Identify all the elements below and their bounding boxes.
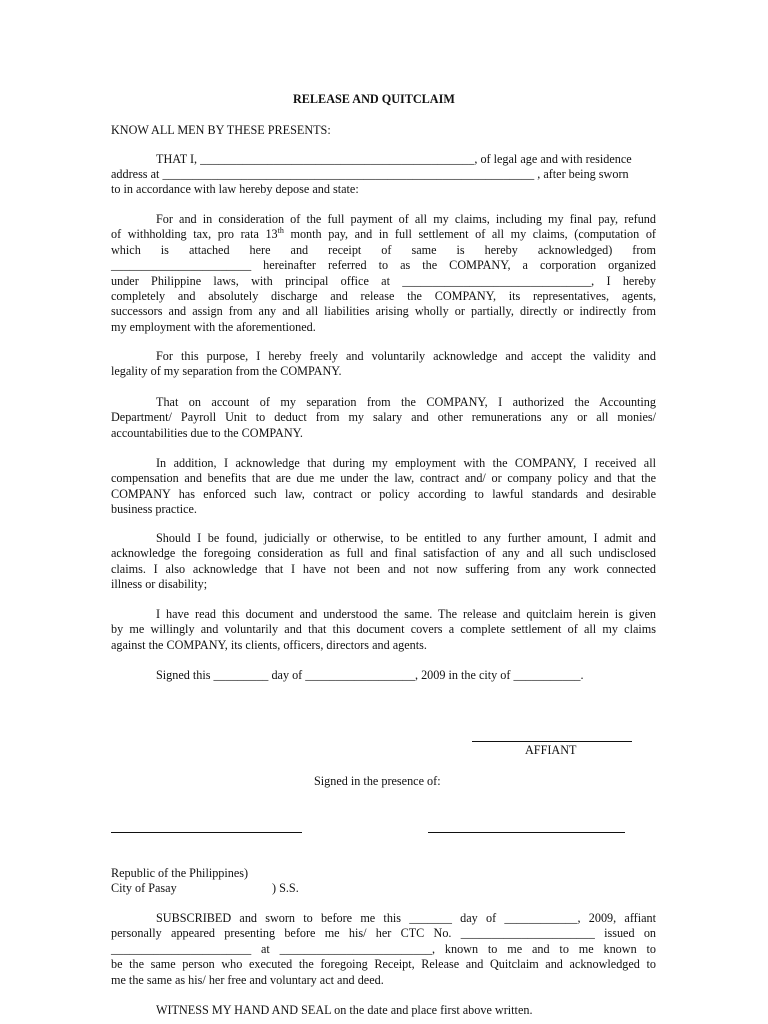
p2-pro-rata: of withholding tax, pro rata 13: [111, 227, 278, 242]
p2-line-4: [111, 258, 656, 273]
p1-legal-age: , of legal age and with residence: [474, 152, 632, 166]
p6-line-3: claims. I also acknowledge that I have not been and not now suffering from any work connected: [111, 561, 656, 576]
p1-sworn: , after being sworn: [534, 167, 629, 181]
republic-label: Republic of the Philippines): [111, 866, 249, 880]
ctc-blank: ______________________: [460, 926, 595, 941]
witness-1-signature-line: [111, 832, 302, 833]
p8-line-5: me the same as his/ her free and voluntary act and deed.: [111, 972, 384, 987]
presence-label: Signed in the presence of:: [314, 774, 441, 788]
p5-line-4: business practice.: [111, 502, 197, 517]
p8-presenting: personally appeared presenting before me his/ her CTC No.: [111, 926, 461, 941]
witness-2-signature-line: [428, 832, 625, 833]
p2-line-8: my employment with the aforementioned.: [111, 319, 316, 334]
p4-line-2: Department/ Payroll Unit to deduct from my salary and other remunerations any or all monies/: [111, 410, 656, 425]
p2-line-1: For and in consideration of the full payment of all my claims, including my final pay, refund: [156, 212, 656, 226]
paragraph-7: [111, 607, 656, 653]
opening-line: KNOW ALL MEN BY THESE PRESENTS:: [111, 123, 331, 137]
company-blank: _______________________: [111, 258, 252, 273]
issue-place-blank: _________________________: [279, 941, 432, 956]
p4-line-1: That on account of my separation from the COMPANY, I authorized the Accounting: [156, 395, 656, 409]
signed-this-line: Signed this _________ day of __________________, 2009 in the city of ___________.: [156, 668, 584, 682]
p2-line-2: [111, 227, 656, 242]
th-superscript: th: [277, 226, 284, 236]
p8-known: , known to me and to me known to: [432, 941, 657, 956]
p3-line-2: legality of my separation from the COMPANY.: [111, 364, 342, 379]
paragraph-4: [111, 395, 656, 441]
p1-that-i: THAT I,: [156, 152, 201, 166]
p7-line-1: I have read this document and understood the same. The release and quitclaim herein is given: [156, 607, 656, 621]
document-title: RELEASE AND QUITCLAIM: [293, 92, 455, 106]
p2-line-7: successors and assign from any and all liabilities arising wholly or partially, directly or indirectly from: [111, 304, 656, 319]
city-label: City of Pasay: [111, 881, 177, 895]
affiant-signature-line: [472, 741, 632, 742]
paragraph-8: [111, 911, 656, 988]
p1-line-1: [156, 152, 632, 167]
name-blank: _____________________________________________: [200, 152, 475, 166]
p2-company-def: hereinafter referred to as the COMPANY, a corporation organized: [251, 258, 656, 273]
p4-line-3: accountabilities due to the COMPANY.: [111, 425, 303, 440]
p2-line-6: completely and absolutely discharge and release the COMPANY, its representatives, agents,: [111, 289, 656, 304]
paragraph-3: [111, 349, 656, 380]
p8-line-1: SUBSCRIBED and sworn to before me this _______ day of ____________, 2009, affiant: [156, 911, 656, 925]
p8-line-3: [111, 942, 656, 957]
p2-principal: under Philippine laws, with principal office at: [111, 273, 403, 288]
p5-line-3: COMPANY has enforced such law, contract or policy according to lawful standards and desirable: [111, 486, 656, 501]
paragraph-5: [111, 456, 656, 518]
p8-at: at: [251, 941, 280, 956]
issue-date-blank: _______________________: [111, 941, 252, 956]
witness-hand-seal: WITNESS MY HAND AND SEAL on the date and place first above written.: [156, 1003, 533, 1017]
ss-label: ) S.S.: [272, 881, 299, 895]
p7-line-3: against the COMPANY, its clients, officers, directors and agents.: [111, 637, 427, 652]
p3-line-1: For this purpose, I hereby freely and voluntarily acknowledge and accept the validity and: [156, 349, 656, 363]
paragraph-2: [111, 212, 656, 335]
office-blank: _______________________________: [402, 273, 592, 288]
affiant-label: AFFIANT: [525, 743, 577, 757]
p1-line-2: [111, 167, 629, 182]
p8-issued-on: issued on: [594, 926, 657, 941]
p8-line-2: [111, 926, 656, 941]
p2-line-3: which is attached here and receipt of same is hereby acknowledged) from: [111, 242, 656, 257]
p6-line-1: Should I be found, judicially or otherwise, to be entitled to any further amount, I admit and: [156, 531, 656, 545]
paragraph-6: [111, 531, 656, 593]
p2-line-5: [111, 274, 656, 289]
p6-line-2: acknowledge the foregoing consideration as full and final satisfaction of any and all such undisclosed: [111, 546, 656, 561]
p2-month-pay: month pay, and in full settlement of all my claims, (computation of: [283, 227, 656, 242]
p2-hereby: , I hereby: [591, 273, 657, 288]
p1-line-3: to in accordance with law hereby depose and state:: [111, 182, 359, 196]
p8-line-4: be the same person who executed the foregoing Receipt, Release and Quitclaim and acknowledged to: [111, 957, 656, 972]
p7-line-2: by me willingly and voluntarily and that this document covers a complete settlement of all my claims: [111, 622, 656, 637]
p5-line-1: In addition, I acknowledge that during my employment with the COMPANY, I received all: [156, 456, 656, 470]
p6-line-4: illness or disability;: [111, 577, 208, 592]
address-blank: _____________________________________________________________: [162, 167, 535, 181]
p1-address-label: address at: [111, 167, 163, 181]
p5-line-2: compensation and benefits that are due me under the law, contract and/ or company policy and that the: [111, 471, 656, 486]
